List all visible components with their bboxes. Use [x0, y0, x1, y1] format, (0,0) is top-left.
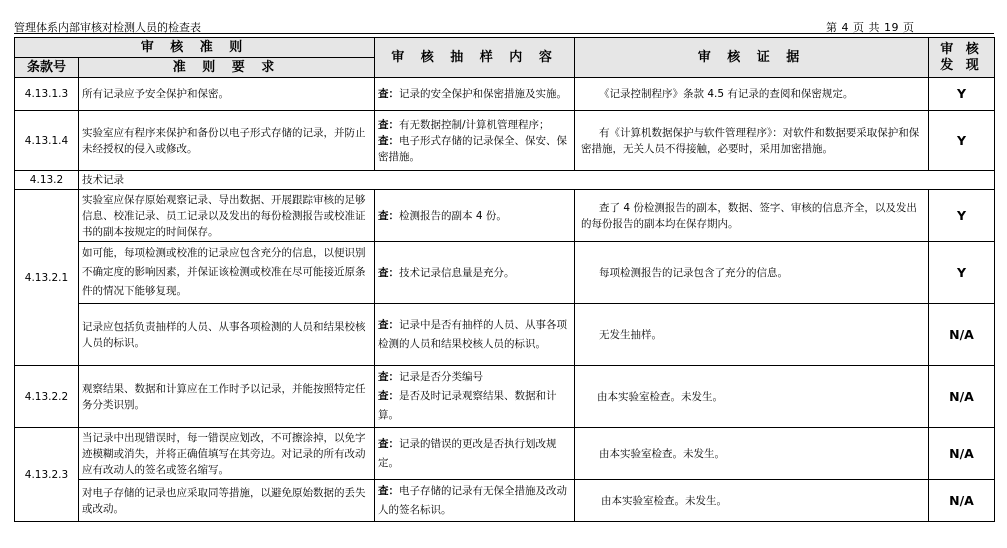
table-row	[15, 111, 995, 171]
sampling-text: 查：记录的安全保护和保密措施及实施。	[375, 78, 575, 111]
clause-no: 4.13.1.3	[15, 78, 79, 111]
evidence-text: 由本实验室检查。未发生。	[575, 480, 929, 522]
audit-checklist-table	[14, 37, 995, 522]
evidence-text: 无发生抽样。	[575, 304, 929, 366]
table-row	[15, 480, 995, 522]
table-row	[15, 190, 995, 242]
finding-header	[929, 38, 995, 78]
criteria-group-header: 审 核 准 则	[15, 38, 375, 58]
check-label: 查：	[378, 88, 400, 100]
table-row	[15, 428, 995, 480]
requirement-text: 实验室应有程序来保护和备份以电子形式存储的记录，并防止未经授权的侵入或修改。	[79, 111, 375, 171]
evidence-text: 有《计算机数据保护与软件管理程序》：对软件和数据要采取保护和保密措施，无关人员不得接触，必要时，采用加密措施。	[575, 111, 929, 171]
finding-value: Y	[929, 78, 995, 111]
finding-value: Y	[929, 190, 995, 242]
page-number: 第 4 页 共 19 页	[826, 21, 915, 34]
evidence-text: 查了 4 份检测报告的副本，数据、签字、审核的信息齐全，以及发出的每份报告的副本均在保存期内。	[575, 190, 929, 242]
requirement-header: 准 则 要 求	[79, 58, 375, 78]
finding-value: N/A	[929, 304, 995, 366]
table-row	[15, 366, 995, 428]
requirement-text: 观察结果、数据和计算应在工作时予以记录，并能按照特定任务分类识别。	[79, 366, 375, 428]
finding-value: Y	[929, 111, 995, 171]
clause-no: 4.13.2.1	[15, 190, 79, 366]
header-rule	[14, 33, 994, 34]
sampling-text: 查：电子存储的记录有无保全措施及改动人的签名标识。	[375, 480, 575, 522]
clause-no: 4.13.2.3	[15, 428, 79, 522]
requirement-text: 实验室应保存原始观察记录、导出数据、开展跟踪审核的足够信息、校准记录、员工记录以及发出的每份检测报告或校准证书的副本按规定的时间保存。	[79, 190, 375, 242]
section-row	[15, 171, 995, 190]
clause-no: 4.13.1.4	[15, 111, 79, 171]
sampling-text: 查：有无数据控制/计算机管理程序； 查：电子形式存储的记录保全、保安、保密措施。	[375, 111, 575, 171]
sampling-text: 查：记录的错误的更改是否执行划改规定。	[375, 428, 575, 480]
evidence-text: 由本实验室检查。未发生。	[575, 428, 929, 480]
evidence-header: 审 核 证 据	[575, 38, 929, 78]
table-row	[15, 242, 995, 304]
section-title: 技术记录	[79, 171, 995, 190]
requirement-text: 如可能，每项检测或校准的记录应包含充分的信息，以便识别不确定度的影响因素，并保证该检测或校准在尽可能接近原条件的情况下能够复现。	[79, 242, 375, 304]
evidence-text: 每项检测报告的记录包含了充分的信息。	[575, 242, 929, 304]
finding-value: N/A	[929, 366, 995, 428]
sampling-text: 查：检测报告的副本 4 份。	[375, 190, 575, 242]
sampling-text: 查：记录是否分类编号 查：是否及时记录观察结果、数据和计算。	[375, 366, 575, 428]
document-title: 管理体系内部审核对检测人员的检查表	[14, 21, 201, 34]
evidence-text: 由本实验室检查。未发生。	[575, 366, 929, 428]
page-header	[0, 0, 1007, 36]
requirement-text: 当记录中出现错误时，每一错误应划改，不可擦涂掉，以免字迹模糊或消失，并将正确值填写在其旁边。对记录的所有改动应有改动人的签名或签名缩写。	[79, 428, 375, 480]
finding-value: Y	[929, 242, 995, 304]
finding-value: N/A	[929, 428, 995, 480]
sampling-header: 审 核 抽 样 内 容	[375, 38, 575, 78]
requirement-text: 所有记录应予安全保护和保密。	[79, 78, 375, 111]
clause-no: 4.13.2.2	[15, 366, 79, 428]
clause-no-header: 条款号	[15, 58, 79, 78]
finding-value: N/A	[929, 480, 995, 522]
finding-header-text: 审 核 发 现	[940, 41, 983, 73]
table-row	[15, 78, 995, 111]
requirement-text: 记录应包括负责抽样的人员、从事各项检测的人员和结果校核人员的标识。	[79, 304, 375, 366]
sampling-text: 查：技术记录信息量是充分。	[375, 242, 575, 304]
sampling-text: 查：记录中是否有抽样的人员、从事各项检测的人员和结果校核人员的标识。	[375, 304, 575, 366]
clause-no: 4.13.2	[15, 171, 79, 190]
evidence-text: 《记录控制程序》条款 4.5 有记录的查阅和保密规定。	[575, 78, 929, 111]
requirement-text: 对电子存储的记录也应采取同等措施，以避免原始数据的丢失或改动。	[79, 480, 375, 522]
table-row	[15, 304, 995, 366]
